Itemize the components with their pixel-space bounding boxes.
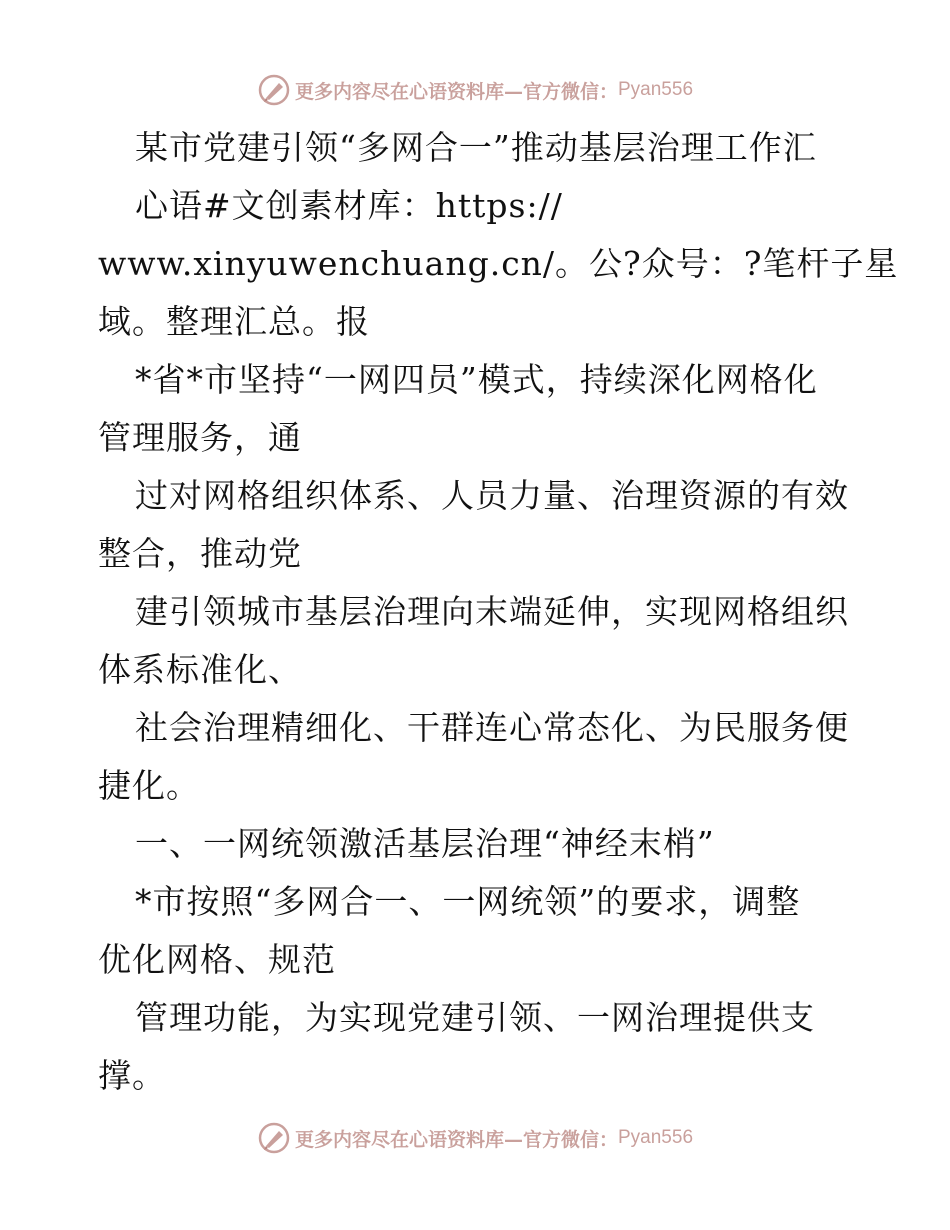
paragraph-line: 撑。 (98, 1056, 166, 1095)
paragraph-line: 整合，推动党 (98, 534, 302, 573)
paragraph-line: 管理服务，通 (98, 418, 302, 457)
paragraph-line: 管理功能，为实现党建引领、一网治理提供支 (135, 998, 815, 1037)
paragraph-line: 捷化。 (98, 766, 200, 805)
paragraph-line: 社会治理精细化、干群连心常态化、为民服务便 (135, 708, 849, 747)
paragraph-line: 体系标准化、 (98, 650, 302, 689)
section-heading: 一、一网统领激活基层治理“神经末梢” (135, 824, 715, 863)
paragraph-line: *省*市坚持“一网四员”模式，持续深化网格化 (135, 360, 818, 399)
document-title: 某市党建引领“多网合一”推动基层治理工作汇 (135, 128, 817, 167)
source-url-line: www.xinyuwenchuang.cn/。公?众号：?笔杆子星 (98, 244, 899, 283)
paragraph-line: 建引领城市基层治理向末端延伸，实现网格组织 (135, 592, 849, 631)
paragraph-line: *市按照“多网合一、一网统领”的要求，调整 (135, 882, 801, 921)
document-body (98, 119, 899, 1105)
source-line: 域。整理汇总。报 (98, 302, 370, 341)
paragraph-line: 过对网格组织体系、人员力量、治理资源的有效 (135, 476, 849, 515)
watermark-text: 更多内容尽在心语资料库—官方微信： (294, 1128, 618, 1151)
pen-nib-icon (257, 1121, 291, 1155)
watermark-header (0, 70, 950, 110)
watermark-wechat-id: Pyan556 (618, 1127, 694, 1148)
watermark-wechat-id: Pyan556 (618, 79, 694, 100)
source-line: 心语#文创素材库：https:// (135, 186, 563, 225)
pen-nib-icon (257, 73, 291, 107)
watermark-footer (0, 1118, 950, 1158)
paragraph-line: 优化网格、规范 (98, 940, 336, 979)
watermark-text: 更多内容尽在心语资料库—官方微信： (294, 80, 618, 103)
